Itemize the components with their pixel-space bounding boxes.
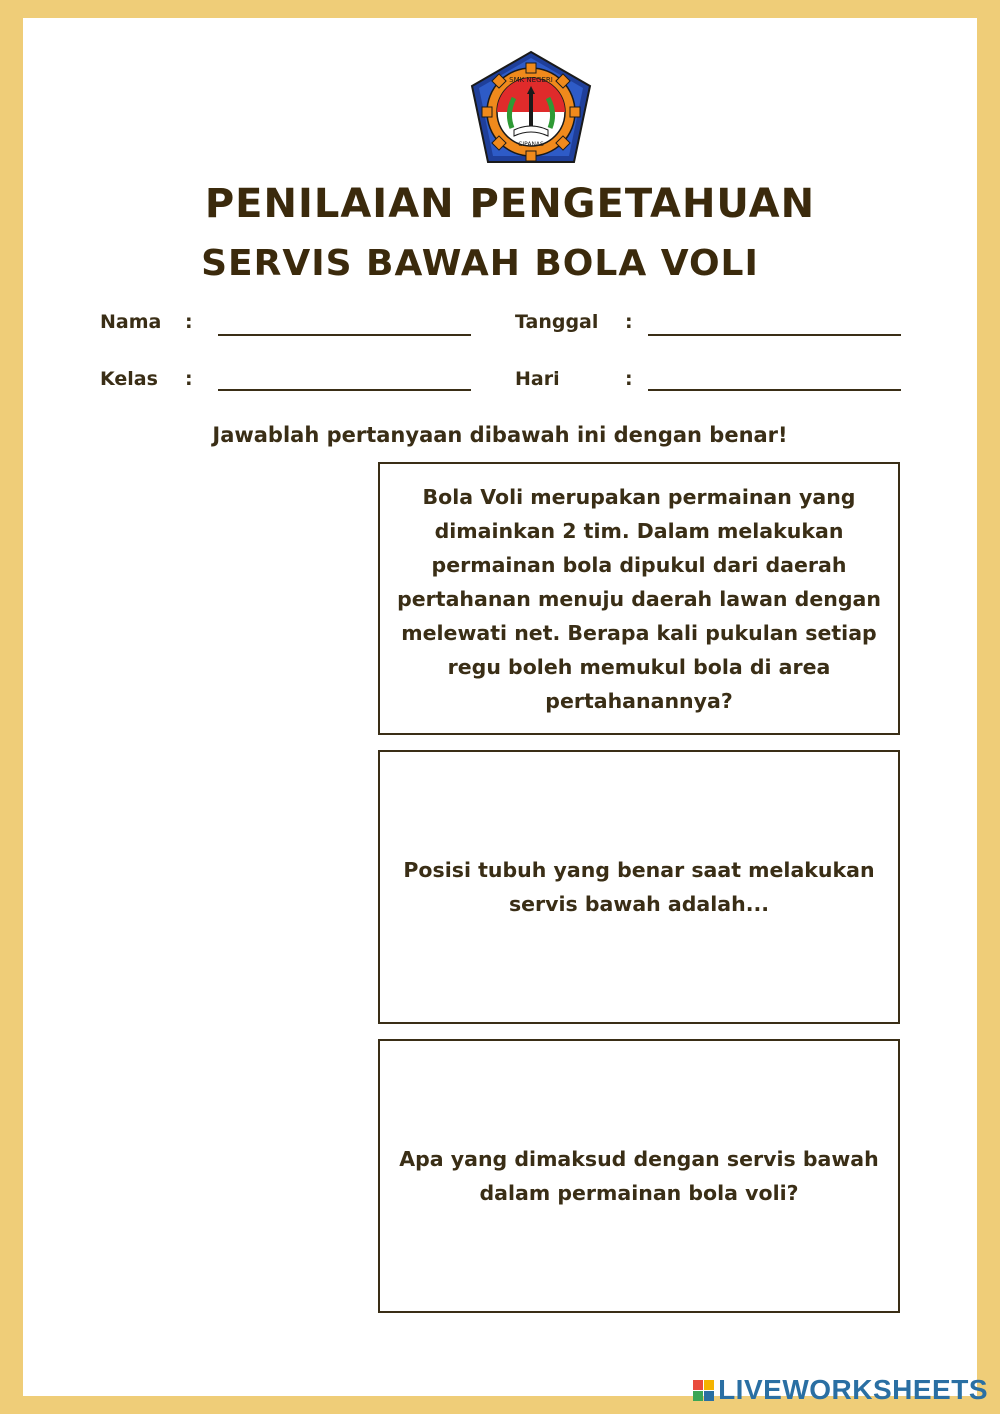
kelas-colon: :	[185, 368, 193, 390]
worksheet-page	[23, 18, 977, 1396]
tanggal-label: Tanggal	[515, 311, 599, 333]
question-box-1	[378, 462, 900, 735]
page-subtitle: SERVIS BAWAH BOLA VOLI	[201, 243, 759, 284]
watermark-text: LIVEWORKSHEETS	[718, 1374, 988, 1405]
nama-label: Nama	[100, 311, 162, 333]
question-text-2: Posisi tubuh yang benar saat melakukan servis bawah adalah...	[403, 858, 875, 916]
question-box-3	[378, 1039, 900, 1313]
instruction-text: Jawablah pertanyaan dibawah ini dengan benar!	[212, 423, 788, 447]
tanggal-colon: :	[625, 311, 633, 333]
question-text-3: Apa yang dimaksud dengan servis bawah dalam permainan bola voli?	[399, 1147, 879, 1205]
nama-colon: :	[185, 311, 193, 333]
tanggal-blank[interactable]	[648, 334, 901, 336]
hari-colon: :	[625, 368, 633, 390]
liveworksheets-watermark	[693, 1374, 988, 1406]
question-box-2	[378, 750, 900, 1024]
nama-blank[interactable]	[218, 334, 471, 336]
logo-text-bottom: CIPANAS	[518, 141, 544, 148]
school-logo	[466, 48, 596, 168]
page-title: PENILAIAN PENGETAHUAN	[204, 181, 816, 227]
question-text-1: Bola Voli merupakan permainan yang dimainkan 2 tim. Dalam melakukan permainan bola dipukul dari daerah pertahanan menuju daerah lawan dengan melewati net. Berapa kali pukulan setiap regu boleh memukul bola di area pertahanannya?	[397, 484, 881, 713]
hari-blank[interactable]	[648, 389, 901, 391]
logo-text-top: SMK NEGERI	[509, 76, 553, 84]
liveworksheets-logo-icon	[693, 1380, 714, 1401]
kelas-blank[interactable]	[218, 389, 471, 391]
kelas-label: Kelas	[100, 368, 158, 390]
hari-label: Hari	[515, 368, 560, 390]
